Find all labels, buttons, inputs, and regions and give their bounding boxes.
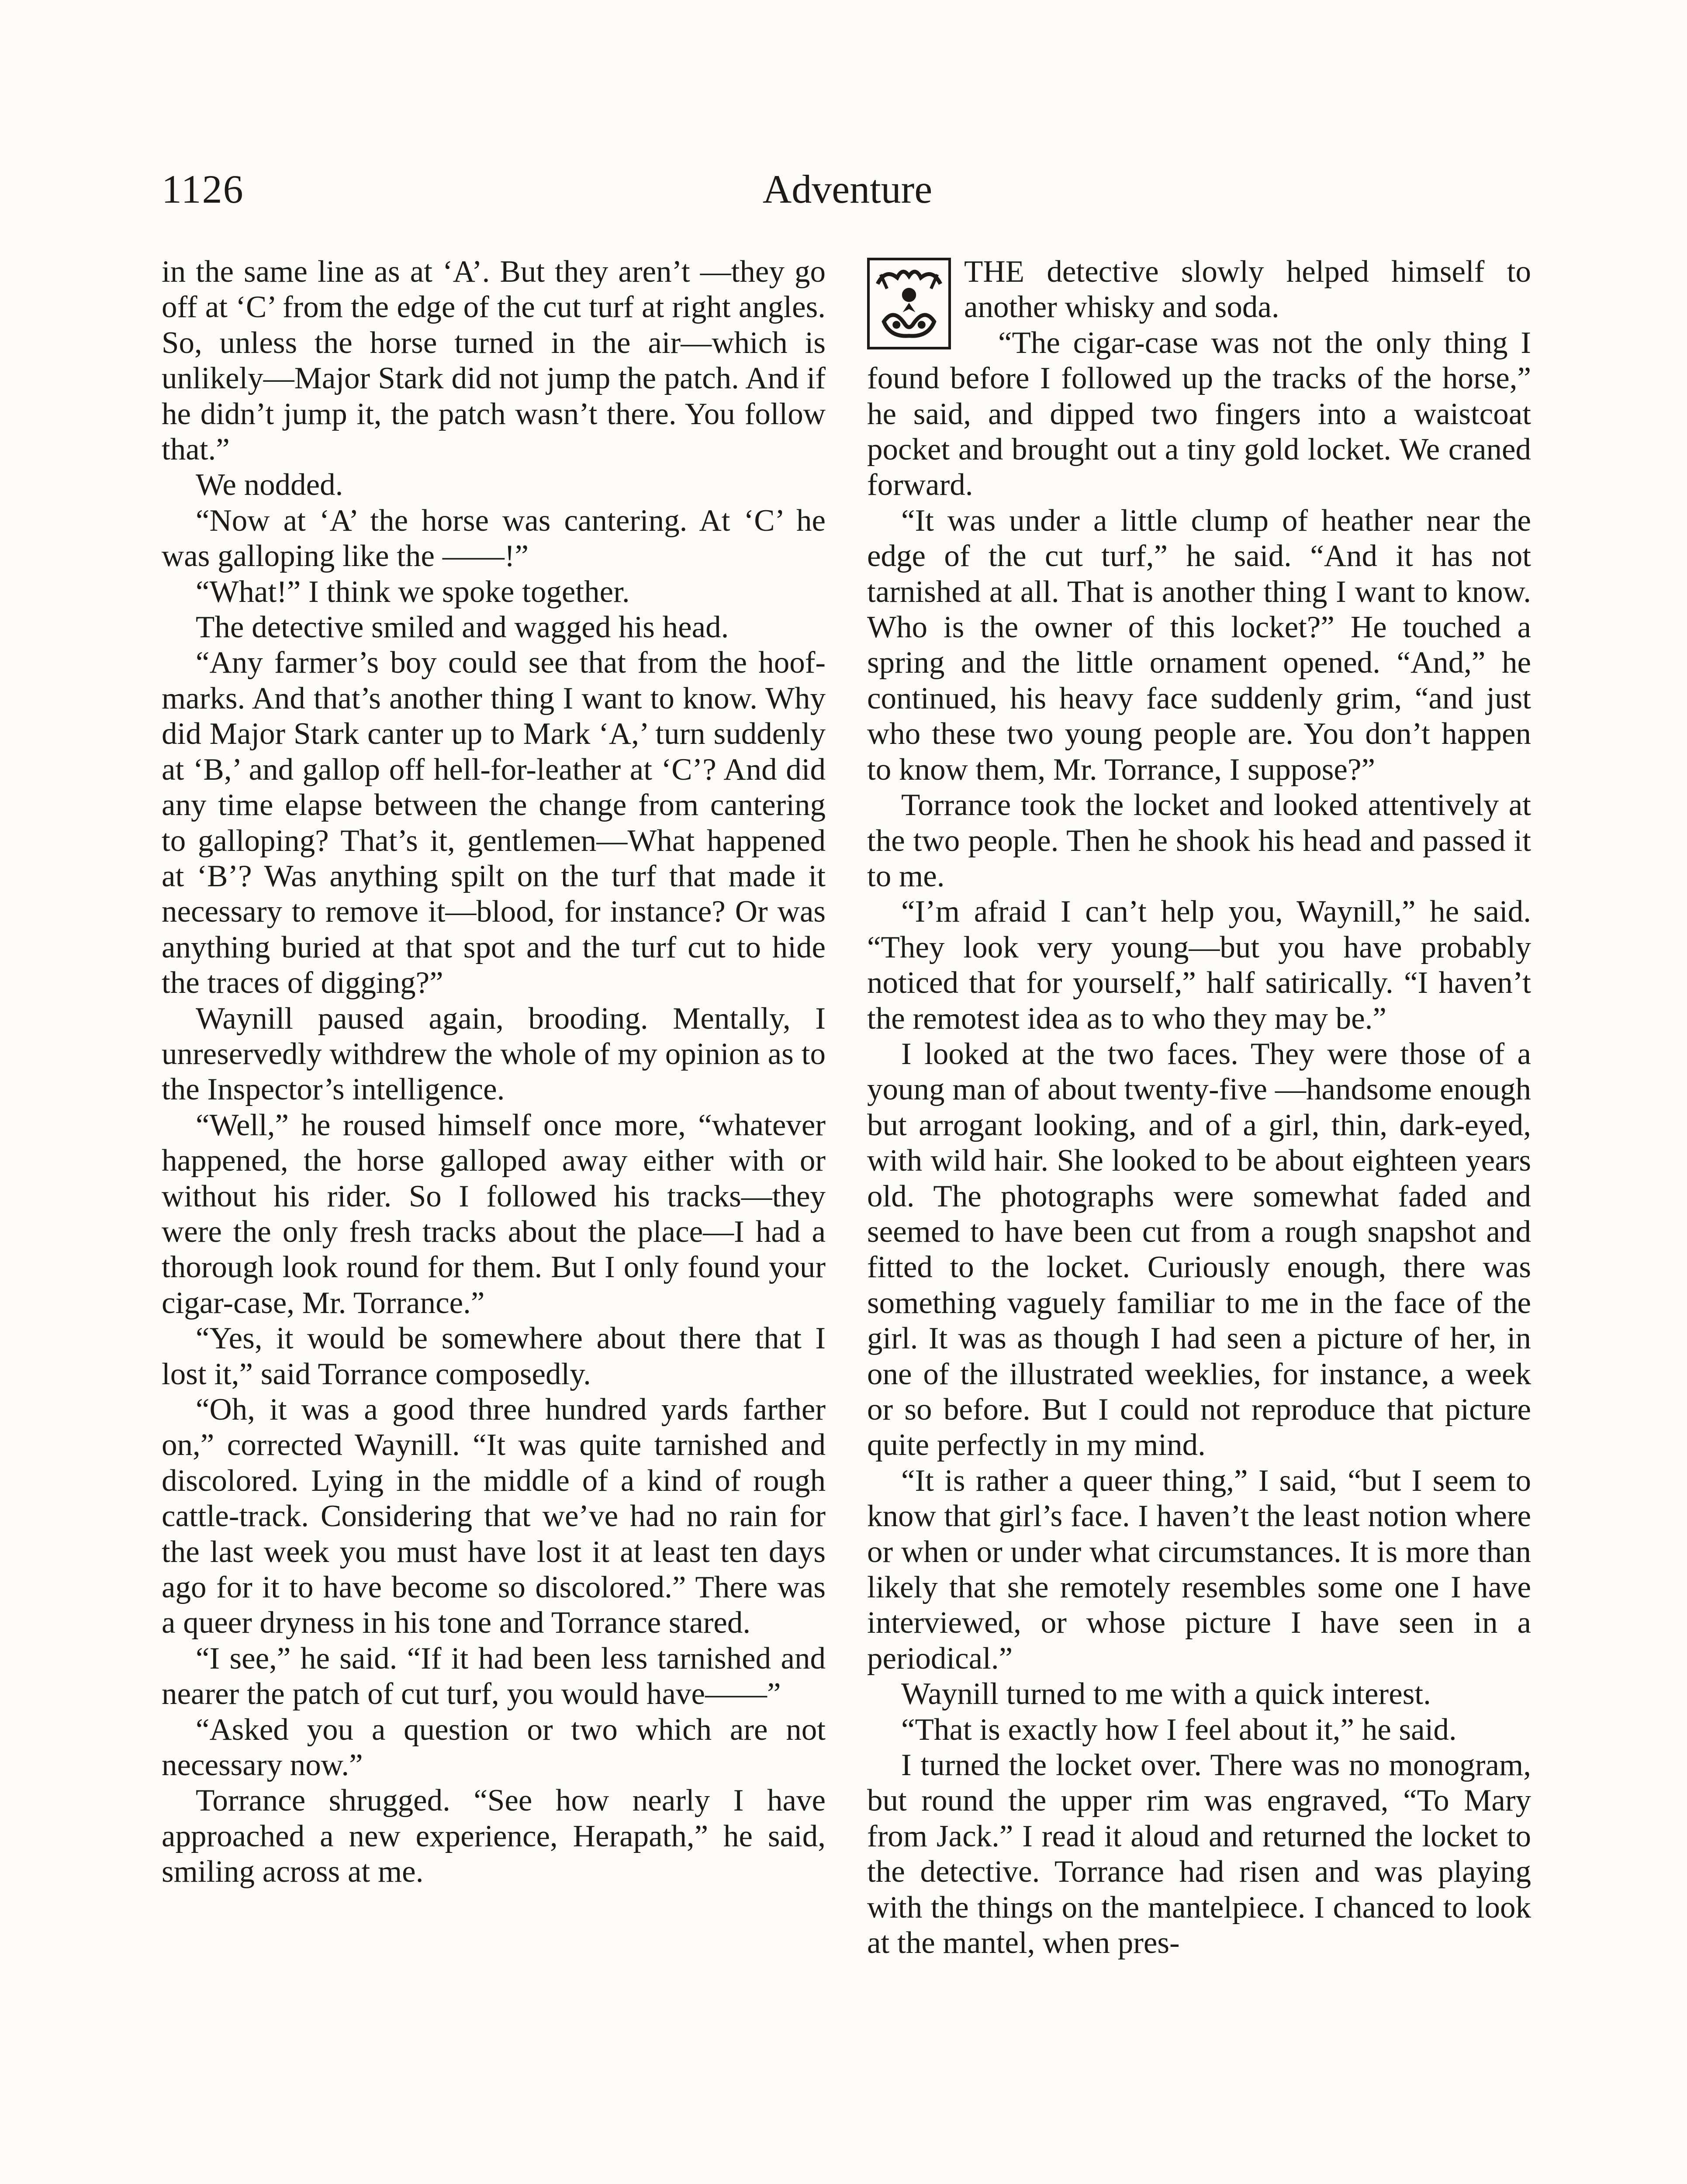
paragraph: Waynill paused again, brooding. Mentally, I unreservedly withdrew the whole of my opinion as to the Inspector’s intelligence.: [162, 1001, 826, 1107]
paragraph: “That is exactly how I feel about it,” he said.: [901, 1712, 1457, 1747]
paragraph: “It was under a little clump of heather near the edge of the cut turf,” he said. “And it has not tarnished at all. That is another thing I want to know. Who is the owner of this locket?” He touched a spring and the little ornament opened. “And,” he continued, his heavy face suddenly grim, “and just who these two young people are. You don’t happen to know them, Mr. Torrance, I suppose?”: [867, 503, 1531, 787]
decorative-dropcap-ornament-icon: [867, 258, 951, 349]
running-title: Adventure: [762, 167, 933, 211]
paragraph: I turned the locket over. There was no monogram, but round the upper rim was engraved, “To Mary from Jack.” I read it aloud and returned the locket to the detective. Torrance had risen and was playing with the things on the mantelpiece. I chanced to look at the mantel, when pres-: [867, 1748, 1531, 1960]
left-column: [162, 254, 826, 1890]
right-column: [867, 254, 1531, 1961]
page-header: [162, 166, 1533, 232]
paragraph: THE detective slowly helped himself to another whisky and soda.: [964, 255, 1531, 325]
paragraph: Waynill turned to me with a quick interest.: [901, 1677, 1431, 1711]
paragraph: “The cigar-case was not the only thing I found before I followed up the tracks of the horse,” he said, and dipped two fingers into a waistcoat pocket and brought out a tiny gold locket. We craned forward.: [867, 325, 1531, 502]
paragraph: “Now at ‘A’ the horse was cantering. At ‘C’ he was galloping like the ——!”: [162, 503, 826, 574]
paragraph: We nodded.: [196, 468, 343, 502]
paragraph: “Yes, it would be somewhere about there that I lost it,” said Torrance composedly.: [162, 1321, 826, 1391]
section-opening: [867, 254, 1531, 325]
page-number: 1126: [162, 167, 244, 211]
paragraph: I looked at the two faces. They were those of a young man of about twenty-five —handsome enough but arrogant looking, and of a girl, thin, dark-eyed, with wild hair. She looked to be about eighteen years old. The photographs were somewhat faded and seemed to have been cut from a rough snapshot and fitted to the locket. Curiously enough, there was something vaguely familiar to me in the face of the girl. It was as though I had seen a picture of her, in one of the illustrated weeklies, for instance, a week or so before. But I could not reproduce that picture quite perfectly in my mind.: [867, 1037, 1531, 1462]
paragraph: “Well,” he roused himself once more, “whatever happened, the horse galloped away either with or without his rider. So I followed his tracks—they were the only fresh tracks about the place—I had a thorough look round for them. But I only found your cigar-case, Mr. Torrance.”: [162, 1108, 826, 1320]
paragraph: Torrance shrugged. “See how nearly I have approached a new experience, Herapath,” he said, smiling across at me.: [162, 1783, 826, 1889]
paragraph: in the same line as at ‘A’. But they aren’t —they go off at ‘C’ from the edge of the cut turf at right angles. So, unless the horse turned in the air—which is unlikely—Major Stark did not jump the patch. And if he didn’t jump it, the patch wasn’t there. You follow that.”: [162, 255, 826, 467]
paragraph: “What!” I think we spoke together.: [196, 574, 630, 609]
paragraph: “Oh, it was a good three hundred yards farther on,” corrected Waynill. “It was quite tarnished and discolored. Lying in the middle of a kind of rough cattle-track. Considering that we’ve had no rain for the last week you must have lost it at least ten days ago for it to have become so discolored.” There was a queer dryness in his tone and Torrance stared.: [162, 1393, 826, 1640]
paragraph: “Any farmer’s boy could see that from the hoof-marks. And that’s another thing I want to know. Why did Major Stark canter up to Mark ‘A,’ turn suddenly at ‘B,’ and gallop off hell-for-leather at ‘C’? And did any time elapse between the change from cantering to galloping? That’s it, gentlemen—What happened at ‘B’? Was anything spilt on the turf that made it necessary to remove it—blood, for instance? Or was anything buried at that spot and the turf cut to hide the traces of digging?”: [162, 646, 826, 1000]
paragraph: “Asked you a question or two which are not necessary now.”: [162, 1712, 826, 1783]
paragraph: “I see,” he said. “If it had been less tarnished and nearer the patch of cut turf, you would have——”: [162, 1641, 826, 1711]
paragraph: “I’m afraid I can’t help you, Waynill,” he said. “They look very young—but you have probably noticed that for yourself,” half satirically. “I haven’t the remotest idea as to who they may be.”: [867, 895, 1531, 1036]
paragraph: The detective smiled and wagged his head.: [196, 610, 729, 645]
paragraph: “It is rather a queer thing,” I said, “but I seem to know that girl’s face. I haven’t the least notion where or when or under what circumstances. It is more than likely that she remotely resembles some one I have interviewed, or whose picture I have seen in a periodical.”: [867, 1463, 1531, 1676]
paragraph: Torrance took the locket and looked attentively at the two people. Then he shook his head and passed it to me.: [867, 788, 1531, 893]
